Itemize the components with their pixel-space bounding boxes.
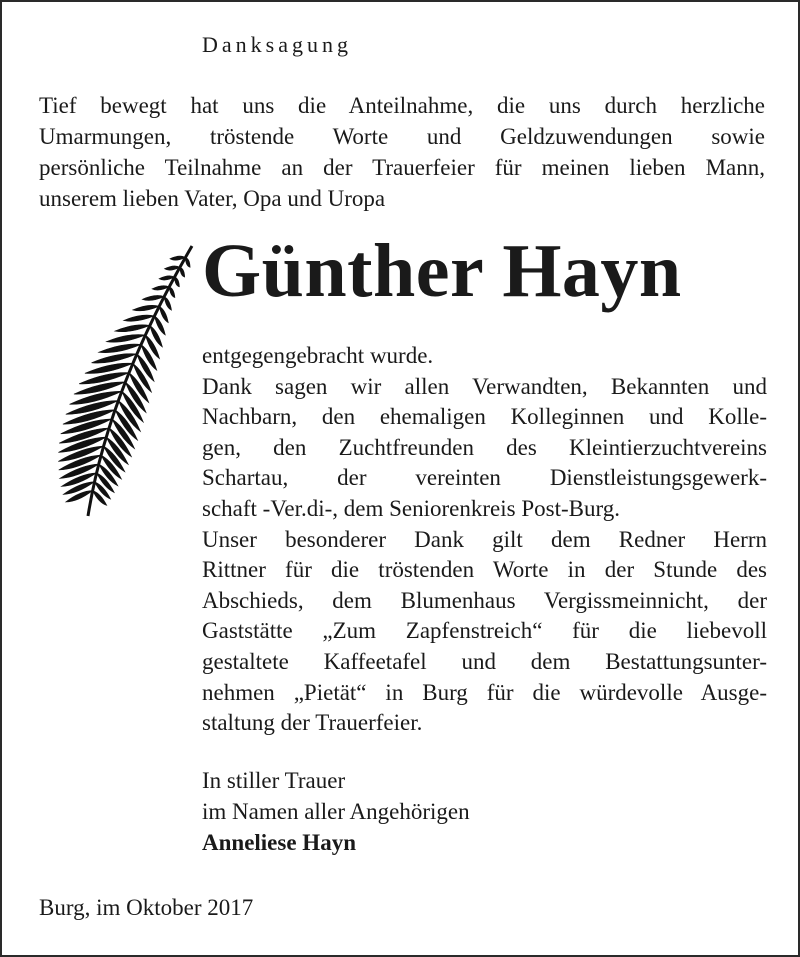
signoff	[202, 765, 470, 858]
signer-name: Anneliese Hayn	[202, 830, 356, 855]
body-line: Dank sagen wir allen Verwandten, Bekannten und	[202, 373, 767, 399]
intro-line: Umarmungen, tröstende Worte und Geldzuwendungen sowie	[39, 124, 765, 149]
body-line: nehmen „Pietät“ in Burg für die würdevolle Ausge-	[202, 679, 767, 705]
body-line: entgegengebracht wurde.	[202, 343, 434, 368]
body-line: Rittner für die tröstenden Worte in der Stunde des	[202, 557, 767, 583]
signoff-line: In stiller Trauer	[202, 768, 346, 793]
body-line: Unser besonderer Dank gilt dem Redner Herrn	[202, 526, 767, 552]
body-line: Nachbarn, den ehemaligen Kolleginnen und Kolle-	[202, 404, 767, 430]
intro-line: unserem lieben Vater, Opa und Uropa	[39, 186, 386, 211]
intro-line: Tief bewegt hat uns die Anteilnahme, die uns durch herzliche	[39, 93, 765, 118]
notice-heading: Danksagung	[202, 32, 352, 57]
body-line: gestaltete Kaffeetafel und dem Bestattungsunter-	[202, 648, 767, 674]
intro-line: persönliche Teilnahme an der Trauerfeier für meinen lieben Mann,	[39, 155, 765, 180]
signoff-line: im Namen aller Angehörigen	[202, 799, 470, 824]
place-and-date: Burg, im Oktober 2017	[39, 895, 254, 920]
body-line: Gaststätte „Zum Zapfenstreich“ für die liebevoll	[202, 618, 767, 644]
body-line: Schartau, der vereinten Dienstleistungsgewerk-	[202, 465, 767, 491]
body-line: schaft -Ver.di-, dem Seniorenkreis Post-Burg.	[202, 495, 620, 521]
deceased-name: Günther Hayn	[202, 229, 682, 313]
thanks-paragraph	[202, 341, 767, 739]
body-line: gen, den Zuchtfreunden des Kleintierzuchtvereins	[202, 434, 767, 460]
palm-frond-icon	[50, 240, 200, 522]
intro-paragraph	[39, 90, 765, 214]
body-line: staltung der Trauerfeier.	[202, 710, 423, 736]
body-line: Abschieds, dem Blumenhaus Vergissmeinnicht, der	[202, 587, 767, 613]
